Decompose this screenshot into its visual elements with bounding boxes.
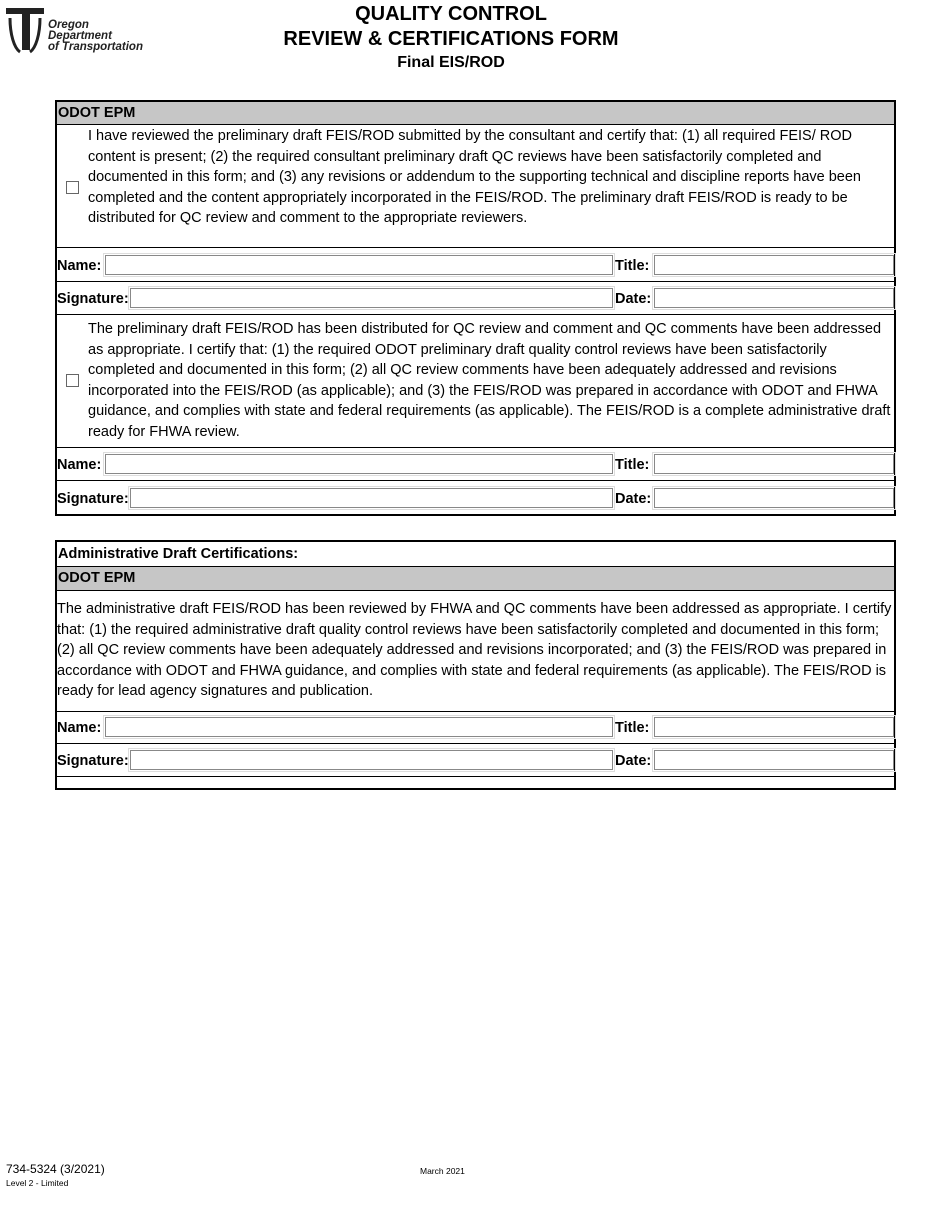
form-subtitle: Final EIS/ROD	[397, 54, 505, 71]
divider	[57, 776, 894, 777]
title-field-2[interactable]	[654, 454, 894, 474]
signature-label: Signature:	[57, 491, 129, 507]
date-field-2[interactable]	[654, 488, 894, 508]
date-label: Date:	[615, 753, 652, 769]
section2-subheading: ODOT EPM	[57, 567, 894, 591]
form-title-line2: REVIEW & CERTIFICATIONS FORM	[283, 28, 619, 50]
name-field-3[interactable]	[105, 717, 613, 737]
date-field-1[interactable]	[654, 288, 894, 308]
signature-label: Signature:	[57, 291, 129, 307]
name-field-1[interactable]	[105, 255, 613, 275]
signature-field-3[interactable]	[130, 750, 613, 770]
agency-line3: of Transportation	[48, 41, 143, 53]
title-label: Title:	[615, 720, 650, 736]
divider	[57, 314, 894, 315]
signature-field-1[interactable]	[130, 288, 613, 308]
admin-cert-text: The administrative draft FEIS/ROD has been reviewed by FHWA and QC comments have been addressed as appropriate. I certify that: (1) the required administrative draft quality control reviews have been satisfactorily completed and documented in this form; (2) all QC review comments have been adequately addressed and revisions incorporated; and (3) the FEIS/ROD was prepared in accordance with ODOT and FHWA guidance, and complies with state and federal requirements (as applicable). The FEIS/ROD is ready for lead agency signatures and publication.	[57, 601, 892, 699]
date-field-3[interactable]	[654, 750, 894, 770]
section1-heading: ODOT EPM	[57, 102, 894, 125]
section-administrative-draft	[55, 540, 896, 790]
divider	[57, 711, 894, 712]
cert2-checkbox[interactable]	[66, 374, 79, 387]
section-odot-epm-preliminary	[55, 100, 896, 516]
divider	[57, 447, 894, 448]
title-label: Title:	[615, 457, 650, 473]
agency-line1: Oregon	[48, 19, 89, 31]
form-number: 734-5324 (3/2021)	[6, 1162, 105, 1176]
footer-date: March 2021	[420, 1166, 465, 1176]
section2-heading: Administrative Draft Certifications:	[57, 542, 894, 567]
title-field-1[interactable]	[654, 255, 894, 275]
name-label: Name:	[57, 258, 102, 274]
title-field-3[interactable]	[654, 717, 894, 737]
signature-field-2[interactable]	[130, 488, 613, 508]
divider	[57, 281, 894, 282]
cert1-checkbox[interactable]	[66, 181, 79, 194]
date-label: Date:	[615, 491, 652, 507]
name-label: Name:	[57, 720, 102, 736]
cert1-text: I have reviewed the preliminary draft FEIS/ROD submitted by the consultant and certify that: (1) all required FEIS/ ROD content is present; (2) the required consultant preliminary draft QC reviews have been satisfactorily completed and documented in this form; and (3) any revisions or addendum to the supporting technical and discipline reports have been completed and the content appropriately incorporated in the FEIS/ROD. The preliminary draft FEIS/ROD is ready to be distributed for QC review and comment to the appropriate reviewers.	[88, 128, 861, 226]
form-title-line1: QUALITY CONTROL	[355, 3, 547, 25]
agency-line2: Department	[48, 30, 112, 42]
cert2-text: The preliminary draft FEIS/ROD has been distributed for QC review and comment and QC comments have been addressed as appropriate. I certify that: (1) the required ODOT preliminary draft quality control reviews have been satisfactorily completed and documented in this form; (2) all QC review comments have been adequately addressed and revisions incorporated into the FEIS/ROD (as applicable); and (3) the FEIS/ROD was prepared in accordance with ODOT and FHWA guidance, and complies with state and federal requirements (as applicable). The FEIS/ROD is a complete administrative draft ready for FHWA review.	[88, 321, 891, 440]
name-label: Name:	[57, 457, 102, 473]
classification-label: Level 2 - Limited	[6, 1178, 69, 1188]
name-field-2[interactable]	[105, 454, 613, 474]
title-label: Title:	[615, 258, 650, 274]
divider	[57, 480, 894, 481]
divider	[57, 247, 894, 248]
divider	[57, 743, 894, 744]
date-label: Date:	[615, 291, 652, 307]
signature-label: Signature:	[57, 753, 129, 769]
